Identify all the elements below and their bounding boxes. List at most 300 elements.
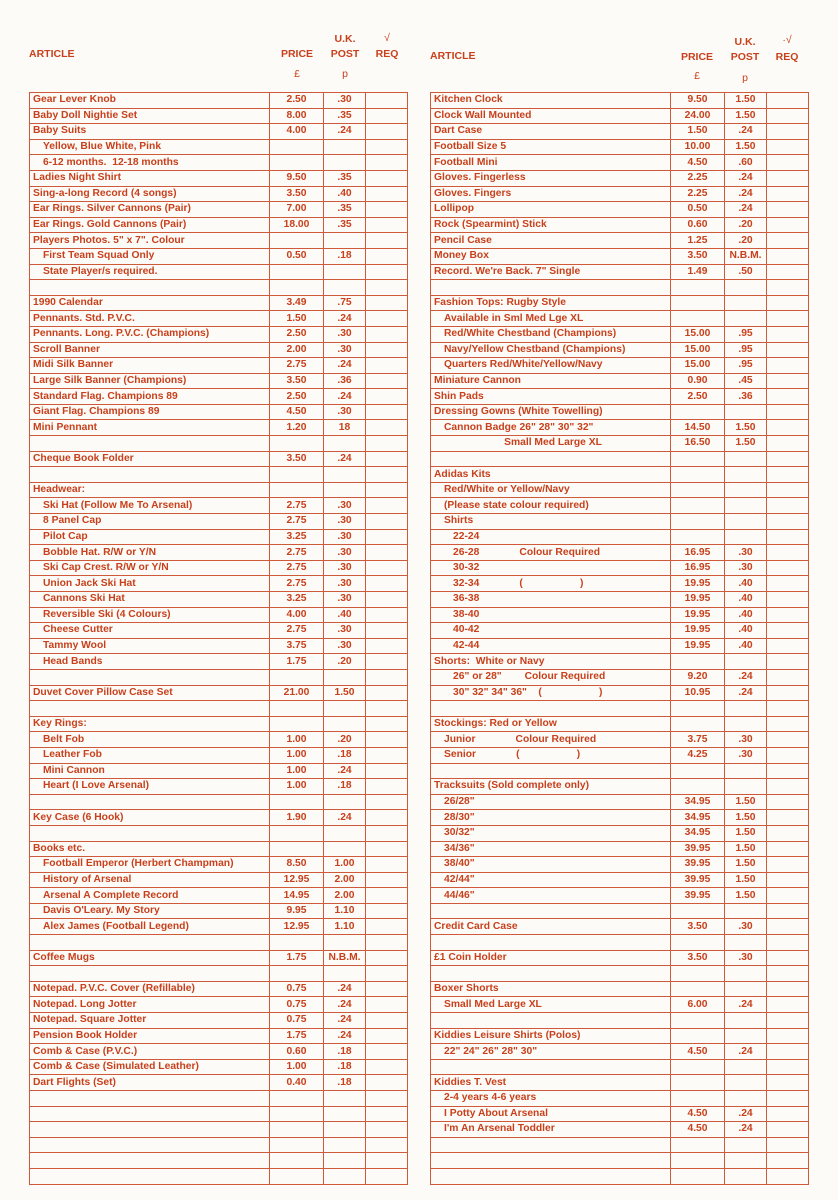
right-postage-cell: .24 (725, 669, 767, 685)
right-table-row (431, 139, 809, 155)
right-postage-cell: .30 (725, 747, 767, 763)
right-postage-cell: .60 (725, 155, 767, 171)
left-req-checkbox-cell[interactable] (366, 217, 408, 233)
left-req-checkbox-cell[interactable] (366, 482, 408, 498)
right-postage-cell (725, 1075, 767, 1091)
right-price-cell: 19.95 (671, 623, 725, 639)
right-price-cell (671, 311, 725, 327)
right-article-cell (431, 1013, 671, 1029)
left-postage-cell: .18 (324, 1059, 366, 1075)
left-req-checkbox-cell[interactable] (366, 592, 408, 608)
left-req-checkbox-cell[interactable] (366, 1106, 408, 1122)
left-table-row (30, 358, 408, 374)
left-req-checkbox-cell[interactable] (366, 701, 408, 717)
left-postage-cell: .24 (324, 981, 366, 997)
right-req-checkbox-cell[interactable] (767, 155, 809, 171)
right-article-cell: Shin Pads (431, 389, 671, 405)
left-req-checkbox-cell[interactable] (366, 966, 408, 982)
right-postage-cell (725, 763, 767, 779)
right-table-row (431, 373, 809, 389)
left-req-checkbox-cell[interactable] (366, 420, 408, 436)
right-table-row (431, 747, 809, 763)
right-table-row (431, 1044, 809, 1060)
left-req-checkbox-cell[interactable] (366, 248, 408, 264)
left-postage-cell (324, 701, 366, 717)
right-req-checkbox-cell[interactable] (767, 264, 809, 280)
left-req-checkbox-cell[interactable] (366, 919, 408, 935)
right-req-checkbox-cell[interactable] (767, 919, 809, 935)
left-req-checkbox-cell[interactable] (366, 685, 408, 701)
right-req-checkbox-cell[interactable] (767, 1091, 809, 1107)
right-article-cell: Junior Colour Required (431, 732, 671, 748)
left-article-cell: Notepad. P.V.C. Cover (Refillable) (30, 981, 270, 997)
right-req-checkbox-cell[interactable] (767, 1168, 809, 1184)
left-article-cell (30, 794, 270, 810)
left-req-checkbox-cell[interactable] (366, 669, 408, 685)
right-price-cell (671, 654, 725, 670)
left-article-cell (30, 467, 270, 483)
right-req-checkbox-cell[interactable] (767, 592, 809, 608)
left-price-cell: 3.50 (270, 373, 324, 389)
left-req-checkbox-cell[interactable] (366, 186, 408, 202)
left-price-cell: 3.50 (270, 451, 324, 467)
right-header-post-top: U.K. (734, 36, 756, 48)
left-req-checkbox-cell[interactable] (366, 747, 408, 763)
left-req-checkbox-cell[interactable] (366, 295, 408, 311)
left-req-checkbox-cell[interactable] (366, 560, 408, 576)
right-price-cell: 4.25 (671, 747, 725, 763)
left-postage-cell: .35 (324, 108, 366, 124)
left-price-cell: 1.00 (270, 763, 324, 779)
right-req-checkbox-cell[interactable] (767, 623, 809, 639)
right-req-checkbox-cell[interactable] (767, 233, 809, 249)
left-price-cell: 2.75 (270, 545, 324, 561)
left-postage-cell: .20 (324, 732, 366, 748)
left-req-checkbox-cell[interactable] (366, 389, 408, 405)
right-req-checkbox-cell[interactable] (767, 997, 809, 1013)
right-req-checkbox-cell[interactable] (767, 280, 809, 296)
right-req-checkbox-cell[interactable] (767, 576, 809, 592)
right-postage-cell: .24 (725, 186, 767, 202)
right-req-checkbox-cell[interactable] (767, 170, 809, 186)
left-article-cell: 8 Panel Cap (30, 514, 270, 530)
right-price-cell: 0.50 (671, 202, 725, 218)
left-postage-cell: .36 (324, 373, 366, 389)
left-req-checkbox-cell[interactable] (366, 1028, 408, 1044)
right-req-checkbox-cell[interactable] (767, 1044, 809, 1060)
right-table-row (431, 919, 809, 935)
right-req-checkbox-cell[interactable] (767, 311, 809, 327)
left-req-checkbox-cell[interactable] (366, 233, 408, 249)
left-postage-cell: .30 (324, 93, 366, 109)
right-req-checkbox-cell[interactable] (767, 217, 809, 233)
right-postage-cell: 1.50 (725, 888, 767, 904)
left-postage-cell: .30 (324, 342, 366, 358)
right-price-cell: 3.50 (671, 919, 725, 935)
left-req-checkbox-cell[interactable] (366, 436, 408, 452)
right-table-row (431, 654, 809, 670)
left-req-checkbox-cell[interactable] (366, 1122, 408, 1138)
right-req-checkbox-cell[interactable] (767, 966, 809, 982)
right-req-checkbox-cell[interactable] (767, 560, 809, 576)
right-req-checkbox-cell[interactable] (767, 732, 809, 748)
left-price-cell (270, 966, 324, 982)
left-table-row (30, 420, 408, 436)
right-req-checkbox-cell[interactable] (767, 358, 809, 374)
left-req-checkbox-cell[interactable] (366, 716, 408, 732)
right-price-cell: 19.95 (671, 592, 725, 608)
left-table-row (30, 545, 408, 561)
right-req-checkbox-cell[interactable] (767, 638, 809, 654)
right-req-checkbox-cell[interactable] (767, 529, 809, 545)
right-req-checkbox-cell[interactable] (767, 1013, 809, 1029)
right-article-cell: 38-40 (431, 607, 671, 623)
left-req-checkbox-cell[interactable] (366, 607, 408, 623)
left-postage-cell: .30 (324, 498, 366, 514)
right-req-checkbox-cell[interactable] (767, 747, 809, 763)
left-table-row (30, 701, 408, 717)
left-postage-cell: .75 (324, 295, 366, 311)
right-table-row (431, 436, 809, 452)
right-price-cell: 19.95 (671, 576, 725, 592)
right-req-checkbox-cell[interactable] (767, 436, 809, 452)
left-article-cell: Bobble Hat. R/W or Y/N (30, 545, 270, 561)
right-table-row (431, 966, 809, 982)
left-postage-cell: 18 (324, 420, 366, 436)
left-postage-cell: .35 (324, 202, 366, 218)
left-req-checkbox-cell[interactable] (366, 981, 408, 997)
left-req-checkbox-cell[interactable] (366, 576, 408, 592)
right-article-cell: Quarters Red/White/Yellow/Navy (431, 358, 671, 374)
left-req-checkbox-cell[interactable] (366, 170, 408, 186)
left-price-cell: 0.75 (270, 997, 324, 1013)
right-req-checkbox-cell[interactable] (767, 389, 809, 405)
right-postage-cell (725, 404, 767, 420)
right-article-cell: Small Med Large XL (431, 997, 671, 1013)
left-table-row (30, 919, 408, 935)
right-req-checkbox-cell[interactable] (767, 794, 809, 810)
left-table-row (30, 779, 408, 795)
left-price-cell: 2.50 (270, 93, 324, 109)
right-req-checkbox-cell[interactable] (767, 607, 809, 623)
right-price-cell: 34.95 (671, 810, 725, 826)
right-req-checkbox-cell[interactable] (767, 950, 809, 966)
left-price-cell (270, 1091, 324, 1107)
left-req-checkbox-cell[interactable] (366, 264, 408, 280)
left-req-checkbox-cell[interactable] (366, 373, 408, 389)
left-table-row (30, 888, 408, 904)
left-req-checkbox-cell[interactable] (366, 311, 408, 327)
left-req-checkbox-cell[interactable] (366, 1091, 408, 1107)
right-article-cell: 2-4 years 4-6 years (431, 1091, 671, 1107)
left-price-cell (270, 482, 324, 498)
right-table-row (431, 810, 809, 826)
right-req-checkbox-cell[interactable] (767, 248, 809, 264)
right-req-checkbox-cell[interactable] (767, 935, 809, 951)
right-table-row (431, 170, 809, 186)
left-table-row (30, 576, 408, 592)
right-req-checkbox-cell[interactable] (767, 825, 809, 841)
left-postage-cell: .24 (324, 451, 366, 467)
left-postage-cell: .30 (324, 623, 366, 639)
left-postage-cell: .18 (324, 1044, 366, 1060)
right-table-row (431, 669, 809, 685)
right-req-checkbox-cell[interactable] (767, 326, 809, 342)
right-postage-cell (725, 779, 767, 795)
left-table-row (30, 1059, 408, 1075)
right-postage-cell: .24 (725, 202, 767, 218)
left-header-tick: √ (384, 32, 390, 44)
left-table-row (30, 93, 408, 109)
left-req-checkbox-cell[interactable] (366, 124, 408, 140)
left-postage-cell (324, 825, 366, 841)
right-req-checkbox-cell[interactable] (767, 124, 809, 140)
right-req-checkbox-cell[interactable] (767, 1075, 809, 1091)
right-req-checkbox-cell[interactable] (767, 716, 809, 732)
right-req-checkbox-cell[interactable] (767, 93, 809, 109)
right-req-checkbox-cell[interactable] (767, 108, 809, 124)
right-postage-cell (725, 1013, 767, 1029)
left-req-checkbox-cell[interactable] (366, 950, 408, 966)
right-article-cell: I Potty About Arsenal (431, 1106, 671, 1122)
right-postage-cell (725, 654, 767, 670)
right-price-cell: 4.50 (671, 1044, 725, 1060)
right-req-checkbox-cell[interactable] (767, 451, 809, 467)
left-price-cell (270, 264, 324, 280)
right-table-row (431, 1122, 809, 1138)
right-req-checkbox-cell[interactable] (767, 669, 809, 685)
left-postage-cell: .30 (324, 326, 366, 342)
left-req-checkbox-cell[interactable] (366, 1075, 408, 1091)
left-article-cell: Ear Rings. Gold Cannons (Pair) (30, 217, 270, 233)
right-req-checkbox-cell[interactable] (767, 701, 809, 717)
right-req-checkbox-cell[interactable] (767, 467, 809, 483)
right-req-checkbox-cell[interactable] (767, 1028, 809, 1044)
right-req-checkbox-cell[interactable] (767, 810, 809, 826)
left-req-checkbox-cell[interactable] (366, 810, 408, 826)
left-price-cell: 0.50 (270, 248, 324, 264)
left-article-cell: Key Rings: (30, 716, 270, 732)
right-header-post: POST (730, 51, 760, 63)
right-article-cell: 34/36" (431, 841, 671, 857)
left-req-checkbox-cell[interactable] (366, 857, 408, 873)
right-postage-cell (725, 1028, 767, 1044)
left-req-checkbox-cell[interactable] (366, 404, 408, 420)
left-header-article: ARTICLE (29, 48, 75, 60)
left-table-row (30, 560, 408, 576)
left-table-row (30, 217, 408, 233)
right-article-cell (431, 763, 671, 779)
right-req-checkbox-cell[interactable] (767, 420, 809, 436)
right-req-checkbox-cell[interactable] (767, 857, 809, 873)
right-table-row (431, 716, 809, 732)
right-article-cell: Football Mini (431, 155, 671, 171)
left-req-checkbox-cell[interactable] (366, 139, 408, 155)
right-req-checkbox-cell[interactable] (767, 295, 809, 311)
left-req-checkbox-cell[interactable] (366, 342, 408, 358)
left-price-cell (270, 1137, 324, 1153)
left-req-checkbox-cell[interactable] (366, 1013, 408, 1029)
left-article-cell: Baby Doll Nightie Set (30, 108, 270, 124)
left-req-checkbox-cell[interactable] (366, 155, 408, 171)
left-postage-cell (324, 467, 366, 483)
left-price-cell (270, 1168, 324, 1184)
left-req-checkbox-cell[interactable] (366, 779, 408, 795)
left-req-checkbox-cell[interactable] (366, 903, 408, 919)
right-article-cell: Pencil Case (431, 233, 671, 249)
left-req-checkbox-cell[interactable] (366, 467, 408, 483)
left-req-checkbox-cell[interactable] (366, 498, 408, 514)
right-req-checkbox-cell[interactable] (767, 685, 809, 701)
right-req-checkbox-cell[interactable] (767, 498, 809, 514)
right-req-checkbox-cell[interactable] (767, 545, 809, 561)
right-article-cell: Clock Wall Mounted (431, 108, 671, 124)
right-postage-cell (725, 701, 767, 717)
right-article-cell: Fashion Tops: Rugby Style (431, 295, 671, 311)
right-req-checkbox-cell[interactable] (767, 342, 809, 358)
left-req-checkbox-cell[interactable] (366, 997, 408, 1013)
left-req-checkbox-cell[interactable] (366, 654, 408, 670)
left-req-checkbox-cell[interactable] (366, 93, 408, 109)
right-price-cell: 24.00 (671, 108, 725, 124)
right-postage-cell: .24 (725, 685, 767, 701)
right-table-row (431, 841, 809, 857)
right-price-cell: 6.00 (671, 997, 725, 1013)
left-req-checkbox-cell[interactable] (366, 451, 408, 467)
left-req-checkbox-cell[interactable] (366, 358, 408, 374)
left-req-checkbox-cell[interactable] (366, 280, 408, 296)
left-price-cell (270, 1153, 324, 1169)
right-req-checkbox-cell[interactable] (767, 872, 809, 888)
right-req-checkbox-cell[interactable] (767, 1106, 809, 1122)
left-req-checkbox-cell[interactable] (366, 623, 408, 639)
right-req-checkbox-cell[interactable] (767, 779, 809, 795)
left-req-checkbox-cell[interactable] (366, 638, 408, 654)
left-table-row (30, 124, 408, 140)
right-price-cell (671, 903, 725, 919)
right-req-checkbox-cell[interactable] (767, 763, 809, 779)
left-req-checkbox-cell[interactable] (366, 872, 408, 888)
left-postage-cell: .18 (324, 1075, 366, 1091)
left-postage-cell (324, 716, 366, 732)
left-req-checkbox-cell[interactable] (366, 1059, 408, 1075)
left-req-checkbox-cell[interactable] (366, 1168, 408, 1184)
right-table-row (431, 545, 809, 561)
right-price-cell: 39.95 (671, 888, 725, 904)
right-req-checkbox-cell[interactable] (767, 404, 809, 420)
right-req-checkbox-cell[interactable] (767, 1153, 809, 1169)
left-req-checkbox-cell[interactable] (366, 202, 408, 218)
right-req-checkbox-cell[interactable] (767, 514, 809, 530)
left-req-checkbox-cell[interactable] (366, 1137, 408, 1153)
left-price-cell: 3.75 (270, 638, 324, 654)
right-article-cell: Dart Case (431, 124, 671, 140)
left-postage-cell (324, 794, 366, 810)
right-req-checkbox-cell[interactable] (767, 202, 809, 218)
left-req-checkbox-cell[interactable] (366, 888, 408, 904)
left-req-checkbox-cell[interactable] (366, 1044, 408, 1060)
right-req-checkbox-cell[interactable] (767, 1059, 809, 1075)
right-table-row (431, 903, 809, 919)
right-table-row (431, 560, 809, 576)
left-table-row (30, 514, 408, 530)
left-req-checkbox-cell[interactable] (366, 935, 408, 951)
left-req-checkbox-cell[interactable] (366, 108, 408, 124)
left-postage-cell: .30 (324, 576, 366, 592)
right-price-cell (671, 779, 725, 795)
right-req-checkbox-cell[interactable] (767, 888, 809, 904)
right-postage-cell: 1.50 (725, 108, 767, 124)
right-article-cell: Tracksuits (Sold complete only) (431, 779, 671, 795)
left-table-row (30, 373, 408, 389)
left-postage-cell: 2.00 (324, 888, 366, 904)
right-article-cell: I'm An Arsenal Toddler (431, 1122, 671, 1138)
left-price-cell: 1.90 (270, 810, 324, 826)
right-req-checkbox-cell[interactable] (767, 903, 809, 919)
right-postage-cell: 1.50 (725, 810, 767, 826)
right-price-cell: 4.50 (671, 1122, 725, 1138)
left-table-row (30, 202, 408, 218)
right-article-cell: 42/44" (431, 872, 671, 888)
right-req-checkbox-cell[interactable] (767, 482, 809, 498)
left-req-checkbox-cell[interactable] (366, 794, 408, 810)
left-price-cell (270, 233, 324, 249)
left-article-cell: Pension Book Holder (30, 1028, 270, 1044)
right-table-row (431, 1059, 809, 1075)
left-req-checkbox-cell[interactable] (366, 732, 408, 748)
right-req-checkbox-cell[interactable] (767, 1137, 809, 1153)
right-postage-cell: .30 (725, 950, 767, 966)
left-article-cell: Mini Pennant (30, 420, 270, 436)
left-req-checkbox-cell[interactable] (366, 514, 408, 530)
left-req-checkbox-cell[interactable] (366, 763, 408, 779)
right-article-cell (431, 451, 671, 467)
right-req-checkbox-cell[interactable] (767, 139, 809, 155)
right-req-checkbox-cell[interactable] (767, 981, 809, 997)
left-header-req: REQ (375, 48, 399, 60)
left-req-checkbox-cell[interactable] (366, 529, 408, 545)
left-req-checkbox-cell[interactable] (366, 1153, 408, 1169)
left-postage-cell (324, 139, 366, 155)
left-article-cell: State Player/s required. (30, 264, 270, 280)
left-header-price: PRICE (280, 48, 314, 60)
right-header-article: ARTICLE (430, 50, 476, 62)
right-article-cell (431, 935, 671, 951)
left-article-cell: Head Bands (30, 654, 270, 670)
right-article-cell: Gloves. Fingerless (431, 170, 671, 186)
left-price-cell: 2.00 (270, 342, 324, 358)
left-req-checkbox-cell[interactable] (366, 545, 408, 561)
right-req-checkbox-cell[interactable] (767, 186, 809, 202)
left-req-checkbox-cell[interactable] (366, 825, 408, 841)
left-req-checkbox-cell[interactable] (366, 326, 408, 342)
left-table-row (30, 810, 408, 826)
left-article-cell: Ladies Night Shirt (30, 170, 270, 186)
left-article-cell: Ear Rings. Silver Cannons (Pair) (30, 202, 270, 218)
left-article-cell (30, 669, 270, 685)
right-postage-cell: .30 (725, 560, 767, 576)
right-req-checkbox-cell[interactable] (767, 841, 809, 857)
right-price-cell: 10.95 (671, 685, 725, 701)
right-price-cell: 4.50 (671, 1106, 725, 1122)
left-req-checkbox-cell[interactable] (366, 841, 408, 857)
right-postage-cell: .30 (725, 545, 767, 561)
right-req-checkbox-cell[interactable] (767, 654, 809, 670)
right-req-checkbox-cell[interactable] (767, 373, 809, 389)
right-req-checkbox-cell[interactable] (767, 1122, 809, 1138)
left-table-row (30, 311, 408, 327)
right-price-cell: 1.49 (671, 264, 725, 280)
